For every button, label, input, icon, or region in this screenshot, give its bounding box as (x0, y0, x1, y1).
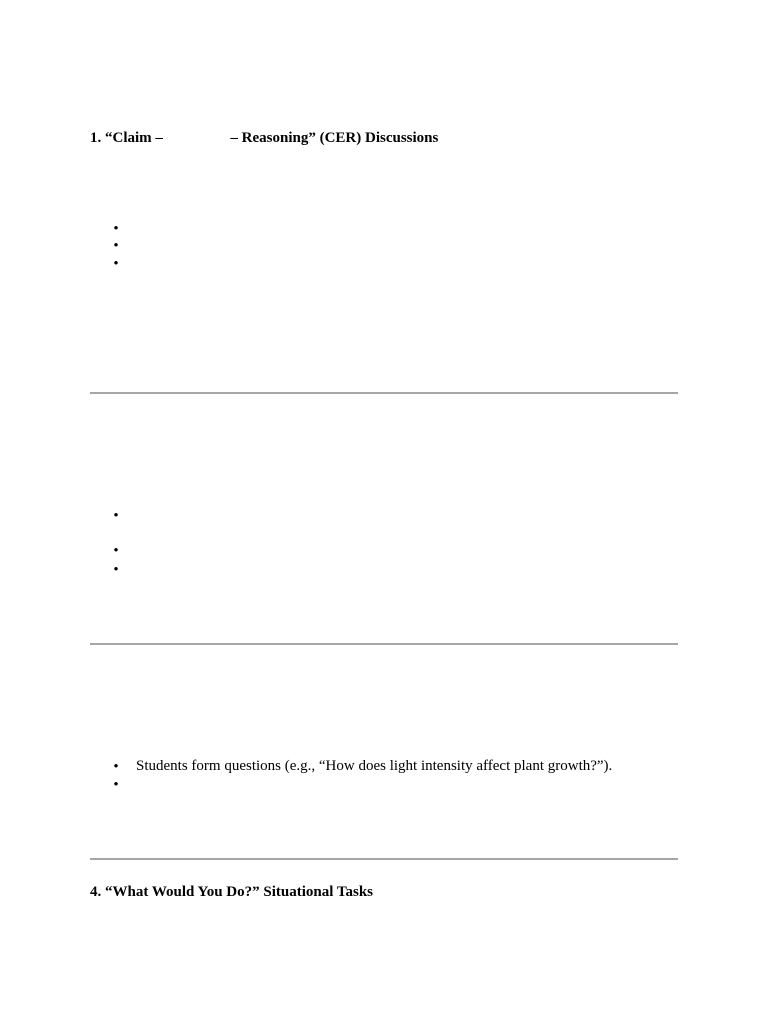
section-4-heading: 4. “What Would You Do?” Situational Tasks (90, 884, 374, 900)
list-bullet: • (113, 508, 119, 524)
list-bullet: • (113, 562, 119, 578)
list-bullet: • (113, 543, 119, 559)
list-bullet: • (113, 221, 119, 237)
section-divider (90, 643, 678, 645)
list-bullet: • (113, 759, 119, 775)
section-1-heading: 1. “Claim – – Reasoning” (CER) Discussions (90, 130, 439, 146)
list-bullet: • (113, 777, 119, 793)
section-divider (90, 392, 678, 394)
list-bullet: • (113, 238, 119, 254)
section-divider (90, 858, 678, 860)
list-bullet: • (113, 256, 119, 272)
list-item-text: Students form questions (e.g., “How does light intensity affect plant growth?”). (136, 758, 613, 774)
